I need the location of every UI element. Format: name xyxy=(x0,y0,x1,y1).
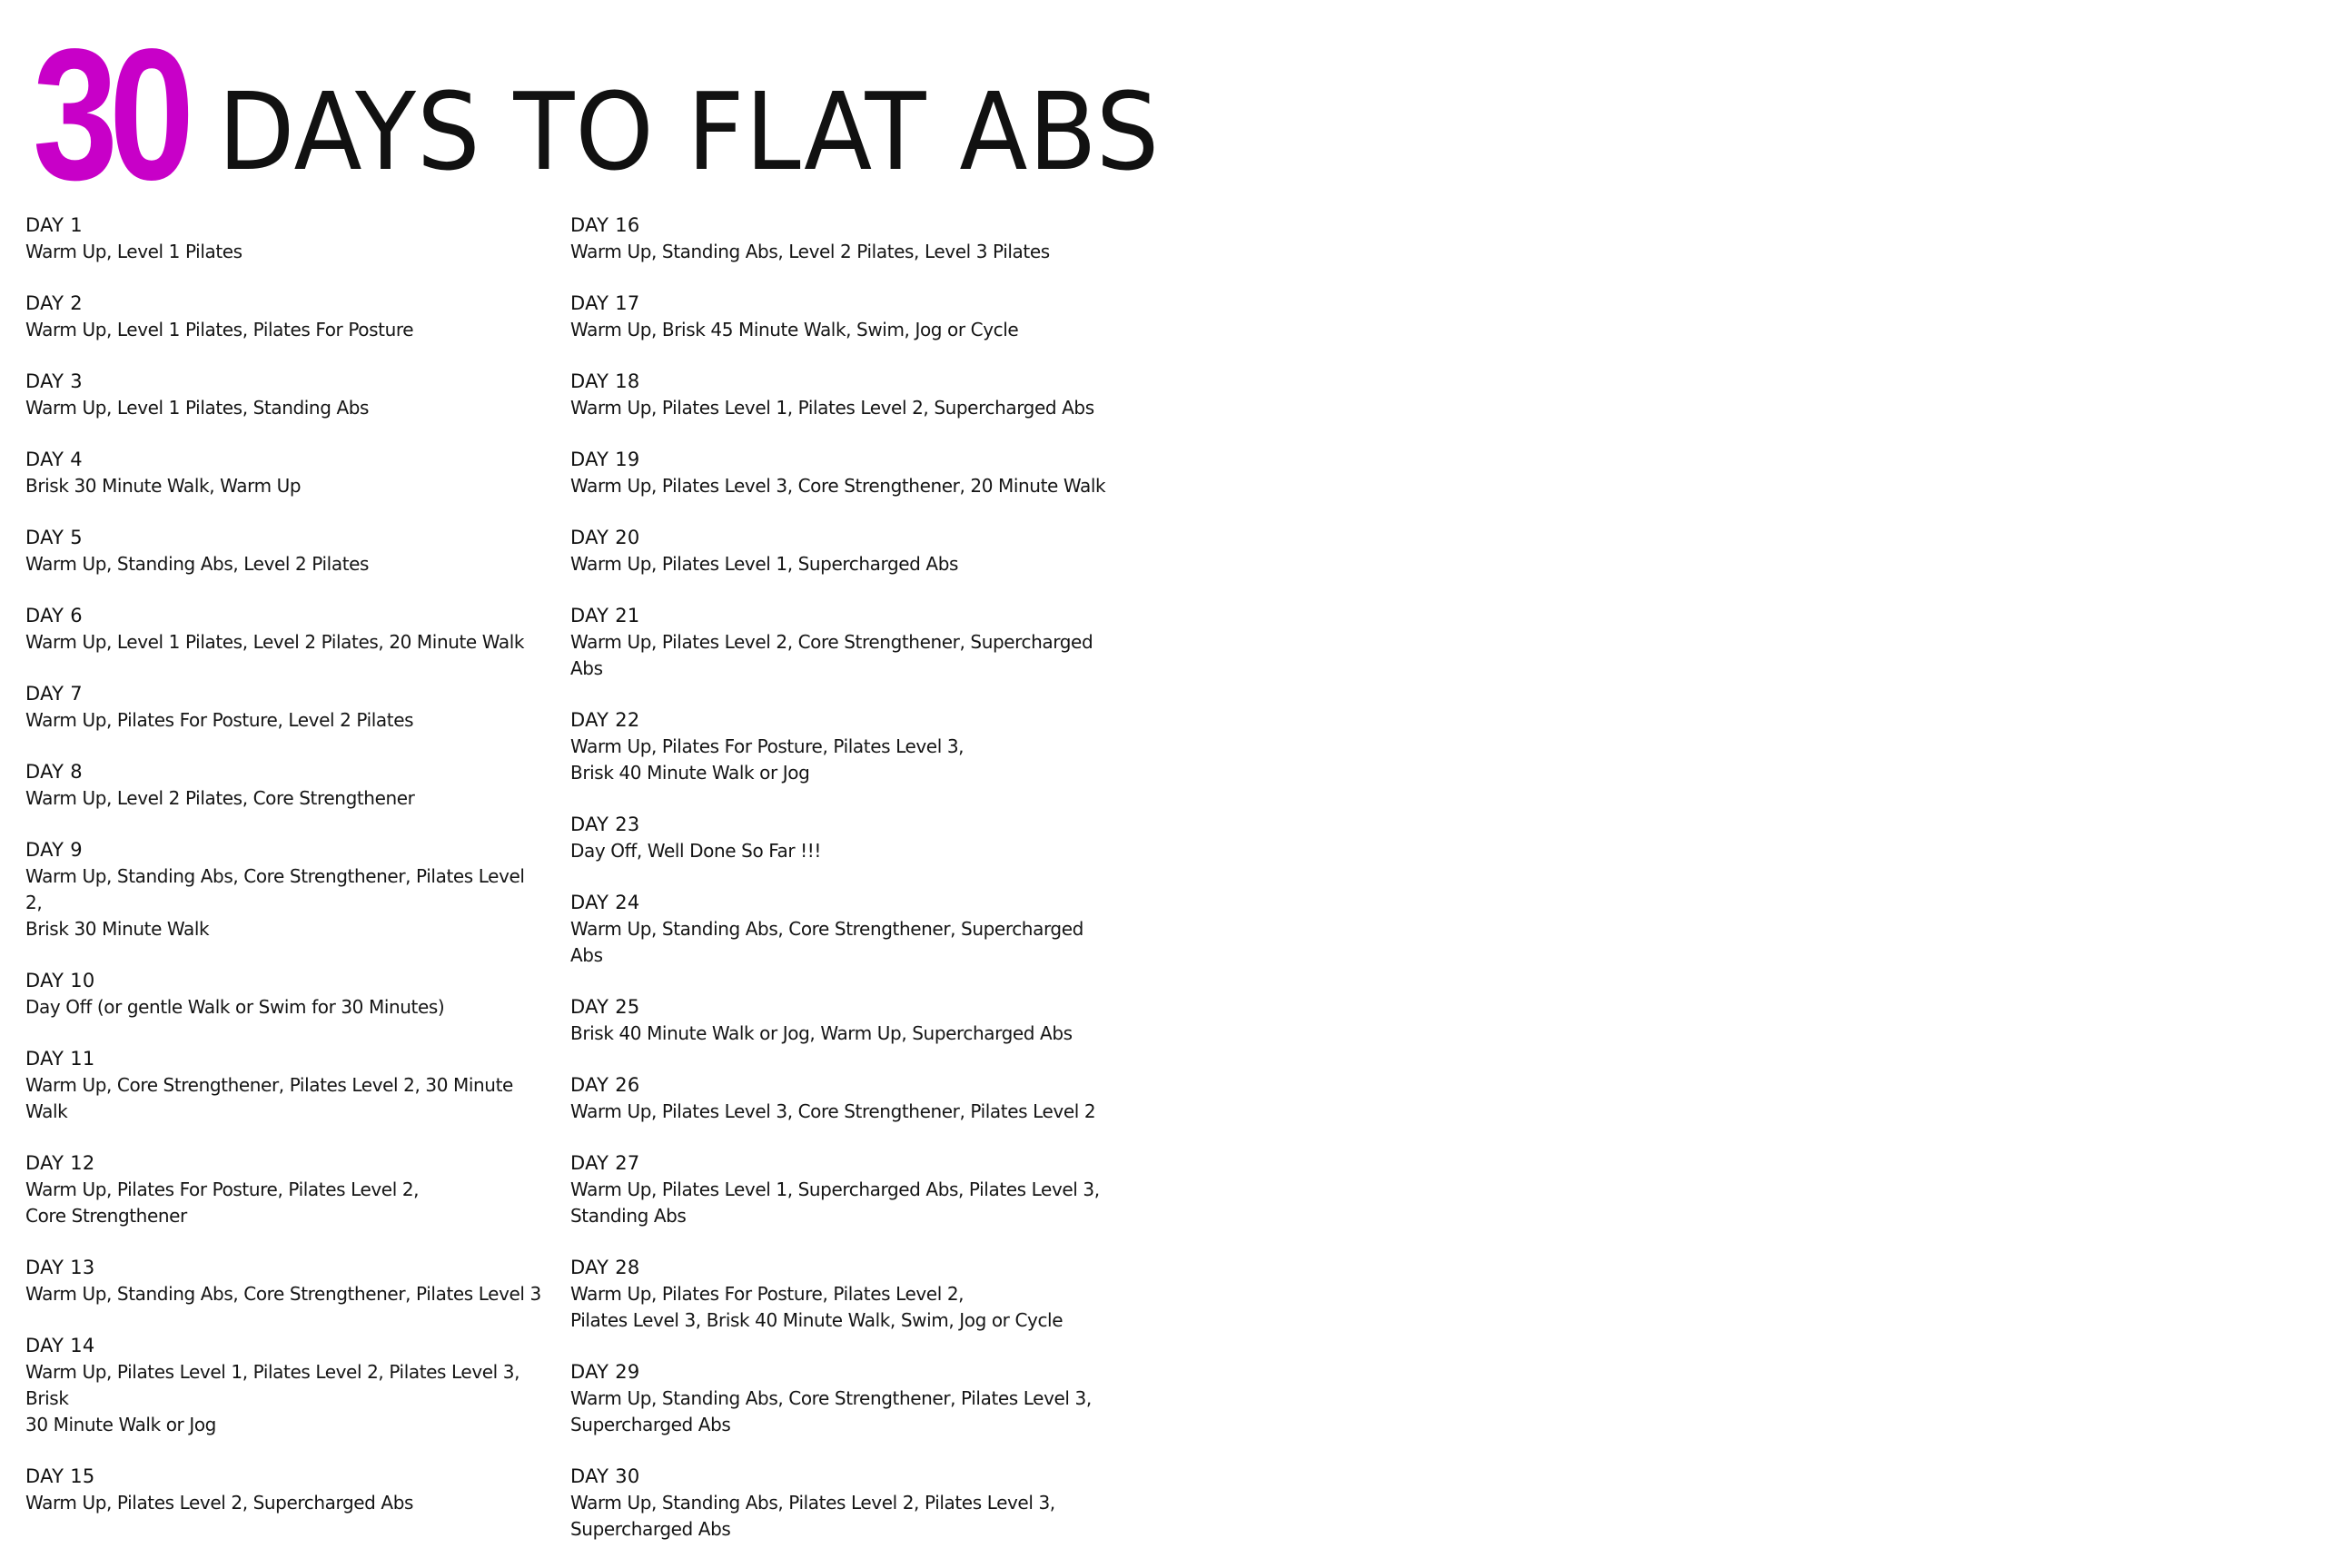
day-activities: 30 Minute Walk or Jog xyxy=(25,1414,216,1435)
day-entry xyxy=(570,1255,1106,1334)
day-activities: Standing Abs xyxy=(570,1205,687,1227)
day-activities: Brisk 40 Minute Walk or Jog, Warm Up, Supercharged Abs xyxy=(570,1022,1073,1044)
day-activities: Warm Up, Standing Abs, Core Strengthener, Supercharged Abs xyxy=(570,918,1083,966)
day-activities: Warm Up, Core Strengthener, Pilates Level 2, 30 Minute Walk xyxy=(25,1074,513,1122)
day-activities: Warm Up, Pilates Level 2, Supercharged Abs xyxy=(25,1492,414,1514)
day-label: DAY 7 xyxy=(25,683,83,705)
day-activities: Warm Up, Brisk 45 Minute Walk, Swim, Jog or Cycle xyxy=(570,319,1019,340)
day-entry xyxy=(25,369,543,421)
day-entry xyxy=(25,603,543,656)
page-title: DAYS TO FLAT ABS xyxy=(218,69,1161,194)
day-entry xyxy=(25,759,543,812)
day-label: DAY 16 xyxy=(570,214,640,236)
day-activities: Abs xyxy=(570,657,603,679)
day-label: DAY 8 xyxy=(25,761,83,783)
day-activities: Warm Up, Level 2 Pilates, Core Strengthener xyxy=(25,787,415,809)
day-activities: Warm Up, Pilates Level 3, Core Strengthener, 20 Minute Walk xyxy=(570,475,1106,497)
day-entry xyxy=(25,212,543,265)
day-label: DAY 21 xyxy=(570,605,640,626)
day-label: DAY 23 xyxy=(570,814,640,835)
day-entry xyxy=(25,1333,543,1438)
day-label: DAY 29 xyxy=(570,1361,640,1383)
day-activities: Warm Up, Pilates Level 3, Core Strengthener, Pilates Level 2 xyxy=(570,1100,1096,1122)
day-label: DAY 10 xyxy=(25,970,95,991)
day-activities: Supercharged Abs xyxy=(570,1414,731,1435)
day-label: DAY 28 xyxy=(570,1257,640,1278)
day-activities: Warm Up, Pilates Level 1, Pilates Level 2, Supercharged Abs xyxy=(570,397,1094,419)
day-label: DAY 14 xyxy=(25,1335,95,1356)
day-label: DAY 9 xyxy=(25,839,83,861)
day-label: DAY 4 xyxy=(25,449,83,470)
day-entry xyxy=(25,1150,543,1229)
day-label: DAY 24 xyxy=(570,892,640,913)
day-label: DAY 27 xyxy=(570,1152,640,1174)
day-entry xyxy=(570,291,1106,343)
day-label: DAY 20 xyxy=(570,527,640,548)
day-label: DAY 3 xyxy=(25,370,83,392)
day-entry xyxy=(570,603,1106,682)
page-header xyxy=(33,10,1231,219)
day-activities: Warm Up, Pilates Level 1, Supercharged Abs, Pilates Level 3, xyxy=(570,1178,1100,1200)
day-activities: Core Strengthener xyxy=(25,1205,187,1227)
day-label: DAY 5 xyxy=(25,527,83,548)
day-activities: Pilates Level 3, Brisk 40 Minute Walk, Swim, Jog or Cycle xyxy=(570,1309,1064,1331)
title-number: 30 xyxy=(33,10,186,219)
day-label: DAY 2 xyxy=(25,292,83,314)
day-activities: Warm Up, Pilates For Posture, Pilates Level 2, xyxy=(570,1283,965,1305)
day-label: DAY 25 xyxy=(570,996,640,1018)
day-activities: Day Off (or gentle Walk or Swim for 30 Minutes) xyxy=(25,996,445,1018)
day-activities: Warm Up, Standing Abs, Core Strengthener, Pilates Level 3, xyxy=(570,1387,1092,1409)
day-label: DAY 1 xyxy=(25,214,83,236)
day-activities: Warm Up, Standing Abs, Level 2 Pilates xyxy=(25,553,370,575)
day-entry xyxy=(570,1072,1106,1125)
day-entry xyxy=(570,1359,1106,1438)
day-entry xyxy=(570,890,1106,969)
day-activities: Day Off, Well Done So Far !!! xyxy=(570,840,821,862)
day-entry xyxy=(570,1464,1106,1543)
day-label: DAY 12 xyxy=(25,1152,95,1174)
day-entry xyxy=(570,994,1106,1047)
day-activities: Warm Up, Level 1 Pilates, Standing Abs xyxy=(25,397,370,419)
day-activities: Warm Up, Standing Abs, Core Strengthener, Pilates Level 3 xyxy=(25,1283,541,1305)
day-label: DAY 6 xyxy=(25,605,83,626)
day-activities: Brisk 30 Minute Walk, Warm Up xyxy=(25,475,302,497)
day-activities: Supercharged Abs xyxy=(570,1518,731,1540)
day-entry xyxy=(25,837,543,942)
day-activities: Warm Up, Standing Abs, Core Strengthener, Pilates Level 2, xyxy=(25,865,525,913)
day-activities: Warm Up, Pilates For Posture, Level 2 Pilates xyxy=(25,709,414,731)
day-entry xyxy=(25,447,543,499)
day-label: DAY 15 xyxy=(25,1465,95,1487)
day-label: DAY 17 xyxy=(570,292,640,314)
day-entry xyxy=(25,681,543,734)
day-entry xyxy=(25,1464,543,1516)
day-entry xyxy=(570,369,1106,421)
day-label: DAY 11 xyxy=(25,1048,95,1070)
day-entry xyxy=(25,1255,543,1307)
day-activities: Warm Up, Standing Abs, Level 2 Pilates, Level 3 Pilates xyxy=(570,241,1050,262)
day-entry xyxy=(570,447,1106,499)
day-label: DAY 18 xyxy=(570,370,640,392)
day-label: DAY 19 xyxy=(570,449,640,470)
day-entry xyxy=(570,812,1106,864)
day-entry xyxy=(570,212,1106,265)
day-activities: Warm Up, Pilates Level 1, Pilates Level 2, Pilates Level 3, Brisk xyxy=(25,1361,520,1409)
day-activities: Warm Up, Level 1 Pilates xyxy=(25,241,242,262)
day-label: DAY 30 xyxy=(570,1465,640,1487)
day-activities: Warm Up, Pilates For Posture, Pilates Level 3, xyxy=(570,735,965,757)
day-entry xyxy=(25,525,543,577)
day-label: DAY 22 xyxy=(570,709,640,731)
day-entry xyxy=(570,707,1106,786)
day-activities: Brisk 40 Minute Walk or Jog xyxy=(570,762,810,784)
day-activities: Warm Up, Level 1 Pilates, Level 2 Pilates, 20 Minute Walk xyxy=(25,631,525,653)
day-entry xyxy=(25,291,543,343)
day-activities: Warm Up, Pilates Level 2, Core Strengthener, Supercharged xyxy=(570,631,1093,653)
day-entry xyxy=(25,1046,543,1125)
day-activities: Warm Up, Pilates Level 1, Supercharged Abs xyxy=(570,553,959,575)
day-list-right xyxy=(570,212,1106,1568)
day-entry xyxy=(25,968,543,1021)
day-activities: Warm Up, Level 1 Pilates, Pilates For Posture xyxy=(25,319,414,340)
day-entry xyxy=(570,525,1106,577)
day-activities: Warm Up, Standing Abs, Pilates Level 2, Pilates Level 3, xyxy=(570,1492,1055,1514)
day-label: DAY 13 xyxy=(25,1257,95,1278)
day-label: DAY 26 xyxy=(570,1074,640,1096)
day-activities: Warm Up, Pilates For Posture, Pilates Level 2, xyxy=(25,1178,420,1200)
day-list-left xyxy=(25,212,543,1542)
day-activities: Brisk 30 Minute Walk xyxy=(25,918,210,940)
day-entry xyxy=(570,1150,1106,1229)
